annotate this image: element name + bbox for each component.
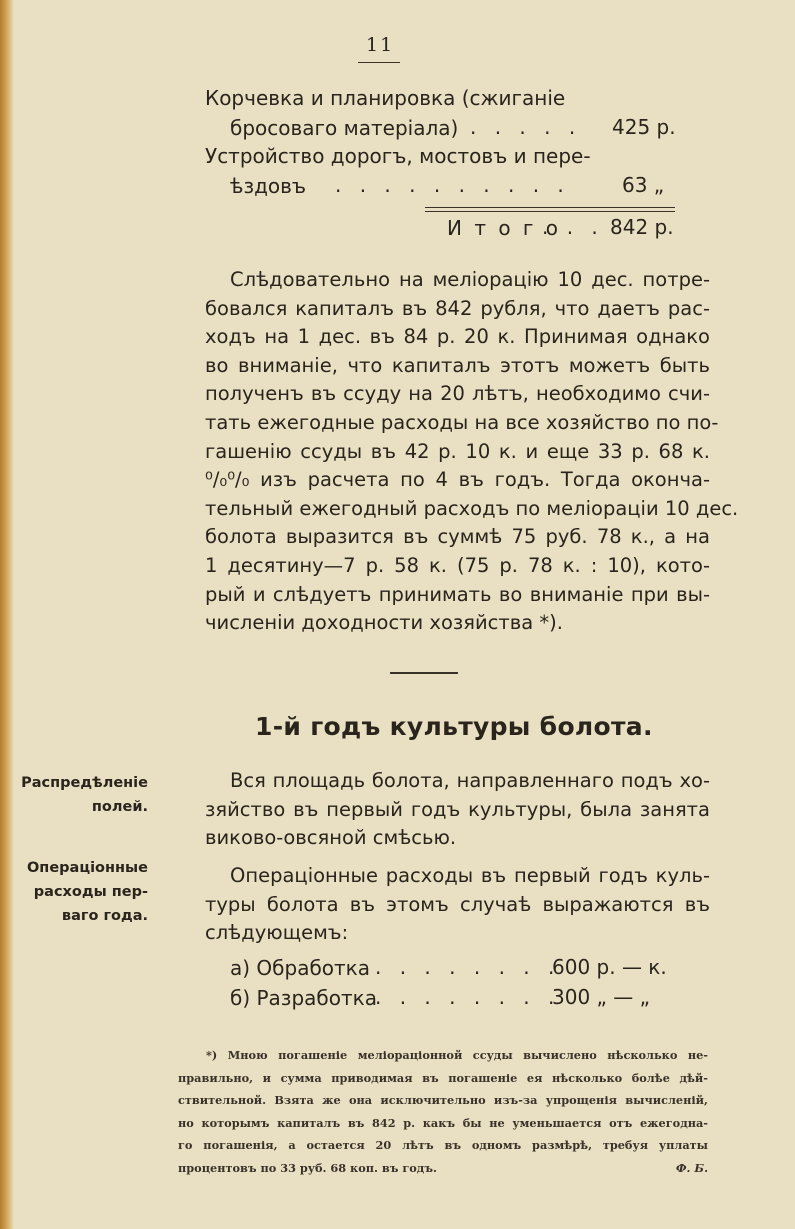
paragraph-meliorations (205, 266, 739, 638)
total-amount: 842 р. (610, 215, 674, 239)
total-rule-bottom (425, 211, 675, 212)
cost-item-2-line-2: ѣздовъ (230, 174, 307, 198)
footnote (178, 1044, 708, 1180)
footnote-line: ствительной. Взята же она исключительно изъ-за упрощенія вычисленій, (178, 1093, 708, 1108)
margin-note-line: полей. (91, 799, 148, 815)
paragraph-line: Вся площадь болота, направленнаго подъ хо- (230, 769, 710, 792)
paragraph-line: тельный ежегодный расходъ по меліораціи 10 дес. (205, 496, 739, 520)
paragraph-line: бовался капиталъ въ 842 рубля, что даетъ рас- (205, 296, 710, 320)
margin-note-line: расходы пер- (33, 884, 148, 900)
margin-note-line: ваго года. (61, 908, 148, 924)
operation-leader: . . . . . . . . (375, 955, 561, 979)
cost-item-1-line-2: бросоваго матеріала) (230, 116, 459, 140)
paragraph-operational-costs (205, 862, 710, 948)
cost-item-1-leader: . . . . . (470, 115, 582, 139)
operation-label: а) Обработка (230, 956, 370, 980)
paragraph-field-distribution (205, 767, 710, 853)
paragraph-line: ⁰/₀⁰/₀ изъ расчета по 4 въ годъ. Тогда оконча- (205, 468, 710, 492)
footnote-line: процентовъ по 33 руб. 68 коп. въ годъ. (178, 1160, 437, 1175)
paragraph-line: полученъ въ ссуду на 20 лѣтъ, необходимо счи- (205, 382, 710, 406)
paragraph-line: зяйство въ первый годъ культуры, была занята (205, 797, 710, 821)
paragraph-line: Слѣдовательно на меліорацію 10 дес. потре- (230, 268, 710, 291)
paragraph-line: 1 десятину—7 р. 58 к. (75 р. 78 к. : 10), кото- (205, 553, 710, 577)
margin-note-line: Распредѣленіе (21, 775, 148, 791)
paragraph-line: тать ежегодные расходы на все хозяйство по по- (205, 410, 719, 434)
operation-amount: 600 р. — к. (552, 955, 667, 979)
total-label: И т о г о (447, 216, 562, 240)
footnote-signature: Ф. Б. (675, 1160, 708, 1175)
paragraph-line: численіи доходности хозяйства *). (205, 611, 563, 635)
footnote-line: го погашенія, а остается 20 лѣтъ въ одномъ размѣрѣ, требуя уплаты (178, 1138, 708, 1153)
paragraph-line: Операціонные расходы въ первый годъ куль- (230, 864, 710, 887)
operation-amount: 300 „ — „ (552, 985, 650, 1009)
margin-note-line: Операціонные (26, 860, 148, 876)
cost-item-2-amount: 63 „ (622, 173, 665, 197)
cost-item-2-line-1: Устройство дорогъ, мостовъ и пере- (205, 144, 591, 168)
footnote-line: правильно, и сумма приводимая въ погашеніе ея нѣсколько болѣе дѣй- (178, 1070, 708, 1085)
cost-item-2-leader: . . . . . . . . . . (335, 173, 570, 197)
page-binding-edge (0, 0, 14, 1229)
cost-item-1-amount: 425 р. (612, 115, 676, 139)
page-number: 11 (366, 34, 395, 56)
paragraph-line: гашенію ссуды въ 42 р. 10 к. и еще 33 р. 68 к. (205, 439, 710, 463)
paragraph-line: ходъ на 1 дес. въ 84 р. 20 к. Принимая однако (205, 325, 710, 349)
paragraph-line: во вниманіе, что капиталъ этотъ можетъ быть (205, 353, 710, 377)
cost-item-1-line-1: Корчевка и планировка (сжиганіе (205, 86, 566, 110)
total-leader: . . . (542, 215, 604, 239)
footnote-line: *) Мною погашеніе меліораціонной ссуды вычислено нѣсколько не- (206, 1048, 708, 1062)
paragraph-line: болота выразится въ суммѣ 75 руб. 78 к., а на (205, 525, 710, 549)
section-divider (390, 672, 458, 674)
paragraph-line: туры болота въ этомъ случаѣ выражаются въ (205, 892, 710, 916)
paragraph-line: виково-овсяной смѣсью. (205, 826, 457, 850)
margin-note-field-distribution (20, 771, 148, 819)
page-number-underline (358, 62, 400, 63)
operation-leader: . . . . . . . . (375, 985, 561, 1009)
total-rule-top (425, 207, 675, 208)
paragraph-line: слѣдующемъ: (205, 921, 349, 945)
paragraph-line: рый и слѣдуетъ принимать во вниманіе при вы- (205, 582, 710, 606)
section-heading: 1-й годъ культуры болота. (255, 712, 653, 741)
margin-note-operational-costs (20, 856, 148, 928)
operation-label: б) Разработка (230, 986, 377, 1010)
footnote-line-last (178, 1157, 708, 1180)
footnote-line: но которымъ капиталъ въ 842 р. какъ бы не уменьшается отъ ежегодна- (178, 1115, 708, 1130)
